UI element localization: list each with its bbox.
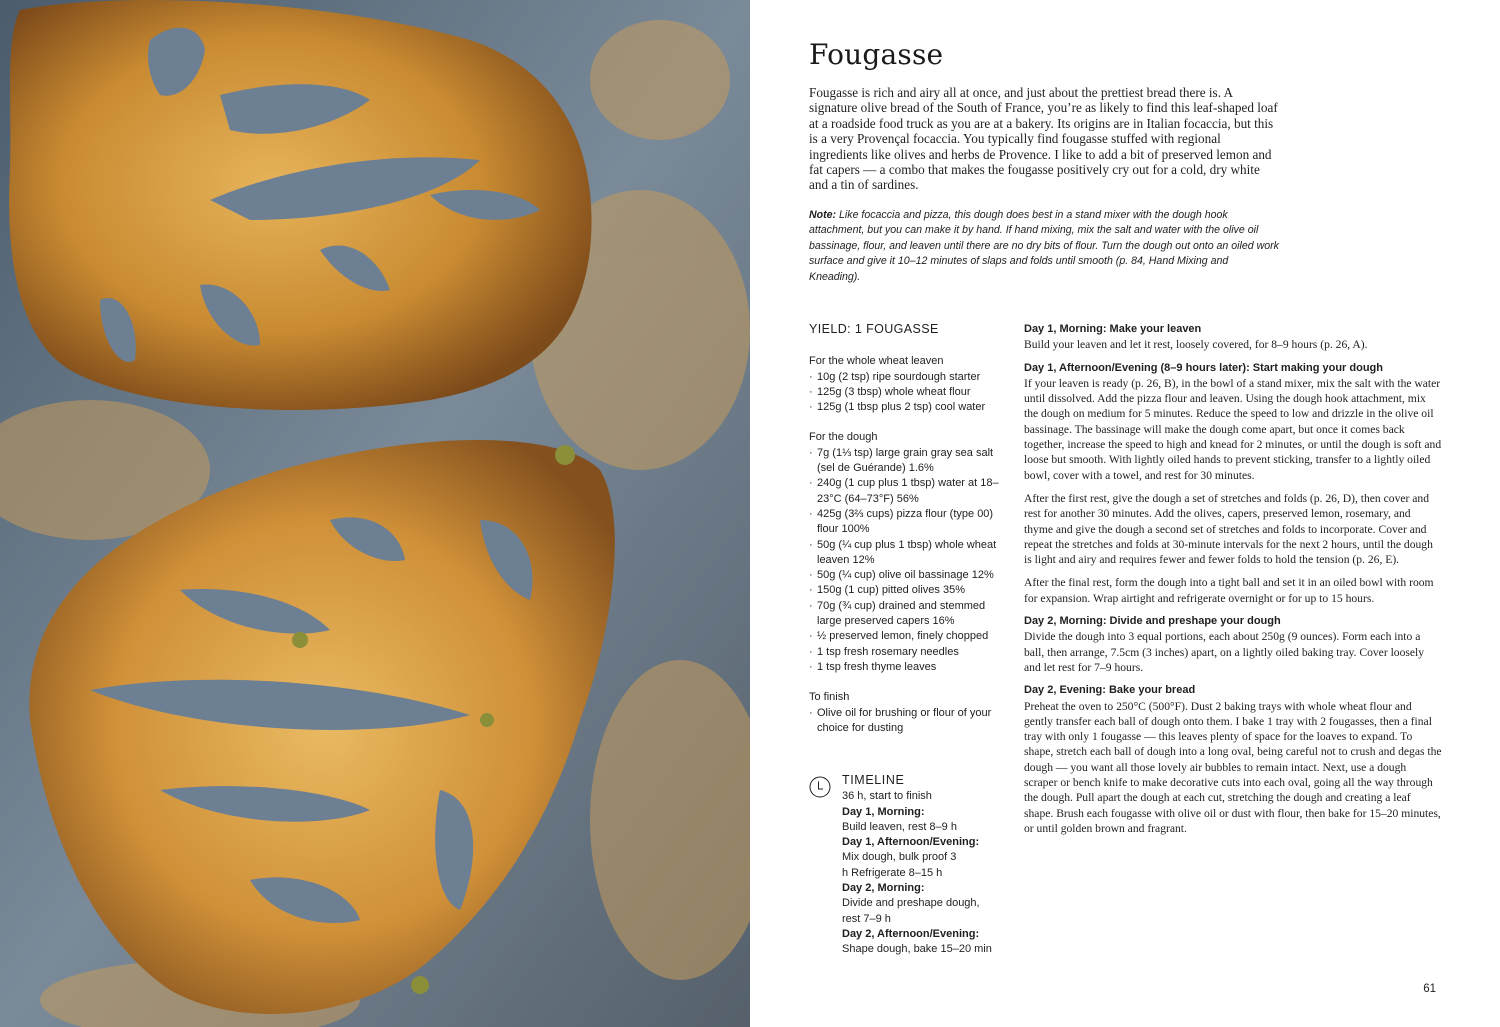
ingredient-group xyxy=(809,430,1009,675)
step-paragraph: Preheat the oven to 250°C (500°F). Dust 2 baking trays with whole wheat flour and gently transfer each ball of dough onto them. I bake 1 tray with 2 fougasses, then a final tray with only 1 fougasse — this leaves plenty of space for the loaves to expand. To shape, stretch each ball of dough into a long oval, being careful not to crush and degas the dough — you want all those lovely air bubbles to remain intact. Next, use a dough scraper or bench knife to make decorative cuts into each oval, going all the way through the dough. Pull apart the dough at each cut, stretching the dough and creating a leaf shape. Brush each fougasse with olive oil or dust with flour, then bake for 15–20 minutes, or until golden brown and fragrant. xyxy=(1024,699,1442,835)
step-heading: Day 2, Evening: Bake your bread xyxy=(1024,684,1196,697)
ingredients-column xyxy=(809,322,1009,751)
step-paragraph: If your leaven is ready (p. 26, B), in the bowl of a stand mixer, mix the salt with the water until dissolved. Add the pizza flour and leaven. Using the dough hook attachment, mix the dough on medium for 5 minutes. Reduce the speed to low and drizzle in the olive oil bassinage. The bassinage will make the dough come apart, but once it comes back together, increase the speed to high and knead for 2 minutes, or until the dough is soft and loose but smooth. With lightly oiled hands to prevent sticking, transfer to a lightly oiled bowl, cover with a towel, and rest for 30 minutes. xyxy=(1024,376,1442,482)
page-number: 61 xyxy=(1423,983,1436,995)
recipe-page xyxy=(750,0,1500,1027)
timeline-entry-label: Day 1, Morning: xyxy=(842,805,925,818)
ingredient-group xyxy=(809,354,1009,415)
ingredient-item: · 125g (1 tbsp plus 2 tsp) cool water xyxy=(809,400,1009,415)
ingredient-item: · 425g (3⅔ cups) pizza flour (type 00) flour 100% xyxy=(809,507,1009,538)
method-step xyxy=(1024,683,1442,836)
ingredient-item: · ½ preserved lemon, finely chopped xyxy=(809,629,1009,644)
recipe-intro: Fougasse is rich and airy all at once, and just about the prettiest bread there is. A signature olive bread of the South of France, you’re as likely to find this leaf-shaped loaf at a roadside food truck as you are at a bakery. Its origins are in Italian focaccia, but this is a very Provençal focaccia. You typically find fougasse stuffed with regional ingredients like olives and herbs de Provence. I like to add a bit of preserved lemon and fat capers — a combo that makes the fougasse positively cry out for a cold, dry white and a tin of sardines. xyxy=(809,85,1278,193)
step-paragraph: After the final rest, form the dough into a tight ball and set it in an oiled bowl with room for expansion. Wrap airtight and refrigerate overnight or for up to 15 hours. xyxy=(1024,576,1434,605)
step-paragraph: After the first rest, give the dough a set of stretches and folds (p. 26, D), then cover and rest for another 30 minutes. Add the olives, capers, preserved lemon, rosemary, and thyme and give the dough a second set of stretches and folds to incorporate. Cover and repeat the stretches and folds at 30-minute intervals for the next 2 hours, until the dough is light and airy and requires fewer and fewer folds to hold the tension (p. 26, E). xyxy=(1024,491,1433,567)
timeline-entry-label: Day 1, Afternoon/Evening: xyxy=(842,836,980,849)
timeline-title: TIMELINE xyxy=(842,773,905,787)
ingredient-item: · 1 tsp fresh thyme leaves xyxy=(809,660,1009,675)
timeline-total: 36 h, start to finish xyxy=(842,790,932,803)
method-step xyxy=(1024,322,1442,353)
ingredient-item: · 10g (2 tsp) ripe sourdough starter xyxy=(809,370,1009,385)
ingredient-list xyxy=(809,446,1009,675)
step-paragraph: Build your leaven and let it rest, loosely covered, for 8–9 hours (p. 26, A). xyxy=(1024,338,1368,352)
ingredient-item: · 1 tsp fresh rosemary needles xyxy=(809,645,1009,660)
timeline-entry-text: Build leaven, rest 8–9 h xyxy=(842,820,957,833)
ingredient-group-title: For the dough xyxy=(809,431,878,444)
timeline-entry-text: Divide and preshape dough, rest 7–9 h xyxy=(842,897,980,925)
recipe-yield: YIELD: 1 FOUGASSE xyxy=(809,322,939,336)
timeline-entry-text: Shape dough, bake 15–20 min xyxy=(842,943,992,956)
step-heading: Day 2, Morning: Divide and preshape your dough xyxy=(1024,615,1281,628)
ingredient-item: · 125g (3 tbsp) whole wheat flour xyxy=(809,385,1009,400)
ingredient-group xyxy=(809,690,1009,736)
timeline-entry-label: Day 2, Afternoon/Evening: xyxy=(842,927,980,940)
ingredient-item: · 7g (1⅓ tsp) large grain gray sea salt (sel de Guérande) 1.6% xyxy=(809,446,1009,477)
ingredient-item: · 70g (¾ cup) drained and stemmed large preserved capers 16% xyxy=(809,599,1009,630)
ingredient-item: · 50g (¼ cup) olive oil bassinage 12% xyxy=(809,568,1009,583)
ingredient-item: · Olive oil for brushing or flour of your choice for dusting xyxy=(809,706,1009,737)
timeline-body xyxy=(842,773,1009,958)
step-paragraph: Divide the dough into 3 equal portions, each about 250g (9 ounces). Form each into a ball, then arrange, 7.5cm (3 inches) apart, on a lightly oiled baking tray. Cover loosely and let rest for 7–9 hours. xyxy=(1024,630,1425,674)
note-label: Note: xyxy=(809,209,837,221)
ingredient-list xyxy=(809,370,1009,416)
ingredient-list xyxy=(809,706,1009,737)
method-column xyxy=(1024,322,1442,844)
ingredient-group-title: To finish xyxy=(809,691,850,704)
note-text: Like focaccia and pizza, this dough does best in a stand mixer with the dough hook attachment, but you can make it by hand. If hand mixing, mix the salt and water with the olive oil bassinage, flour, and leaven until there are no dry bits of flour. Turn the dough out onto an oiled work surface and give it 10–12 minutes of slaps and folds until smooth (p. 84, Hand Mixing and Kneading). xyxy=(809,209,1279,283)
step-heading: Day 1, Morning: Make your leaven xyxy=(1024,323,1202,335)
ingredient-item: · 240g (1 cup plus 1 tbsp) water at 18–23°C (64–73°F) 56% xyxy=(809,476,1009,507)
recipe-title: Fougasse xyxy=(809,38,944,71)
timeline xyxy=(809,773,1009,958)
recipe-note xyxy=(809,208,1279,285)
ingredient-item: · 50g (¼ cup plus 1 tbsp) whole wheat leaven 12% xyxy=(809,538,1009,569)
clock-icon xyxy=(809,776,831,798)
ingredient-item: · 150g (1 cup) pitted olives 35% xyxy=(809,583,1009,598)
method-step xyxy=(1024,614,1442,675)
method-step xyxy=(1024,361,1442,606)
timeline-entry-label: Day 2, Morning: xyxy=(842,882,925,895)
step-heading: Day 1, Afternoon/Evening (8–9 hours later): Start making your dough xyxy=(1024,361,1383,374)
ingredient-group-title: For the whole wheat leaven xyxy=(809,355,944,368)
timeline-entry-text: Mix dough, bulk proof 3 h Refrigerate 8–15 h xyxy=(842,851,957,879)
